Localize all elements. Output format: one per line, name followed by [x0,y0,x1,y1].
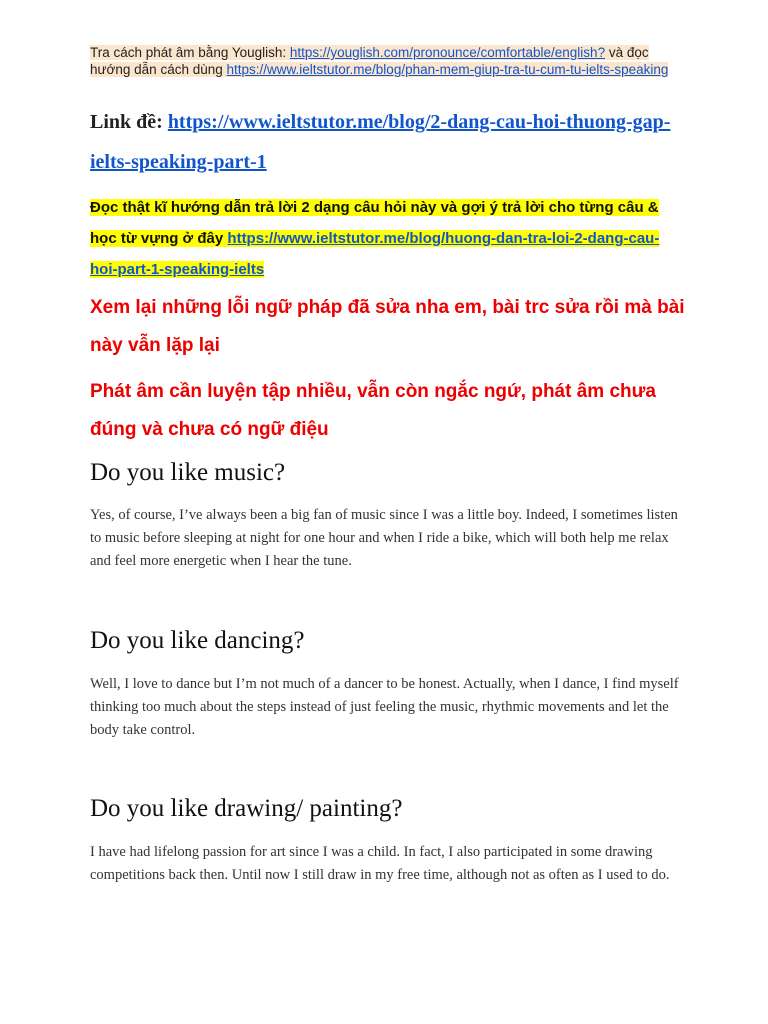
link-de-label: Link đề: [90,111,168,133]
answer-dancing: Well, I love to dance but I’m not much of a dancer to be honest. Actually, when I dance, I find myself thinking too much about the steps instead of just feeling the music, rhythmic movements and let the body take control. [90,676,679,738]
answer-drawing: I have had lifelong passion for art since I was a child. In fact, I also participated in some drawing competitions back then. Until now I still draw in my free time, although not as often as I used to do. [90,844,670,883]
youglish-text-middle: và đọc hướng dẫn cách dùng [90,45,649,77]
link-de-paragraph [90,102,690,182]
question-heading-drawing: Do you like drawing/ painting? [90,795,403,822]
question-heading-dancing: Do you like dancing? [90,627,305,654]
instruction-note [90,192,680,285]
instruction-text: Đọc thật kĩ hướng dẫn trả lời 2 dạng câu hỏi này và gợi ý trả lời cho từng câu & học từ vựng ở đây [90,199,659,247]
grammar-feedback: Xem lại những lỗi ngữ pháp đã sửa nha em, bài trc sửa rồi mà bài này vẫn lặp lại [90,297,685,356]
instruction-highlight [90,199,659,278]
answer-music: Yes, of course, I’ve always been a big fan of music since I was a little boy. Indeed, I sometimes listen to music before sleeping at night for one hour and when I ride a bike, which will both help me relax and feel more energetic when I hear the tune. [90,507,678,569]
question-heading-music: Do you like music? [90,459,286,486]
youglish-note [90,44,670,78]
link-de-url[interactable]: https://www.ieltstutor.me/blog/2-dang-cau-hoi-thuong-gap-ielts-speaking-part-1 [90,111,671,173]
youglish-text-before: Tra cách phát âm bằng Youglish: [90,45,290,60]
youglish-note-highlight [90,45,668,77]
guide-link[interactable]: https://www.ieltstutor.me/blog/phan-mem-giup-tra-tu-cum-tu-ielts-speaking [226,62,669,77]
youglish-link[interactable]: https://youglish.com/pronounce/comfortable/english? [289,45,606,60]
pronunciation-feedback: Phát âm cần luyện tập nhiều, vẫn còn ngắc ngứ, phát âm chưa đúng và chưa có ngữ điệu [90,381,656,440]
instruction-link[interactable]: https://www.ieltstutor.me/blog/huong-dan-tra-loi-2-dang-cau-hoi-part-1-speaking-ielts [90,230,660,278]
